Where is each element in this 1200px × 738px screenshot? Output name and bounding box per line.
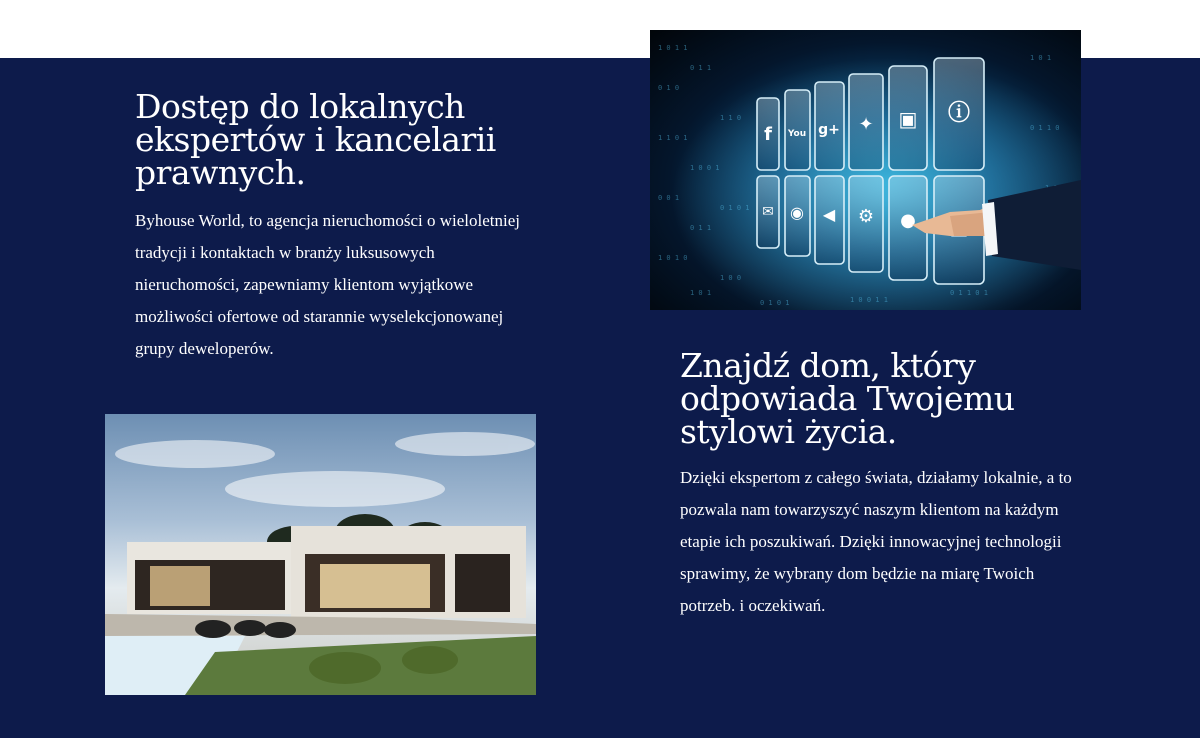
svg-text:ⓘ: ⓘ [947,101,971,126]
section-2-body: Dzięki ekspertom z całego świata, działamy lokalnie, a to pozwala nam towarzyszyć naszym klientom na każdym etapie ich poszukiwań. Dzięki innowacyjnej technologii sprawimy, że wybrany dom będzie na miarę Twoich potrzeb. i oczekiwań. [680,468,1072,615]
svg-text:1 0 1: 1 0 1 [690,289,712,297]
svg-text:0 1 0 1: 0 1 0 1 [720,204,750,212]
svg-text:0 1 1: 0 1 1 [690,64,712,72]
modern-house-image [105,414,536,695]
svg-text:✉: ✉ [762,204,774,220]
svg-text:1 0 0 1 1: 1 0 0 1 1 [850,296,888,304]
svg-text:◀: ◀ [822,205,836,224]
technology-image [650,30,1081,310]
svg-text:1 0 0 1: 1 0 0 1 [690,164,720,172]
svg-text:1 0 1: 1 0 1 [1030,54,1052,62]
svg-text:f: f [764,124,772,145]
svg-text:0 1 0: 0 1 0 [658,84,680,92]
section-2-heading: Znajdź dom, który odpowiada Twojemu stylowi życia. [680,346,1015,451]
svg-text:▣: ▣ [898,107,918,131]
svg-text:●: ● [900,210,916,231]
svg-text:0 1 0 1: 0 1 0 1 [760,299,790,307]
svg-text:0 1 1 0 1: 0 1 1 0 1 [950,289,988,297]
svg-text:0 1 1: 0 1 1 [690,224,712,232]
svg-text:1 0 0: 1 0 0 [720,274,742,282]
svg-text:You: You [787,129,807,139]
svg-text:1 1 0: 1 1 0 [720,114,742,122]
svg-text:◉: ◉ [790,203,804,222]
svg-text:0 1 1 0: 0 1 1 0 [1030,124,1060,132]
section-1-heading: Dostęp do lokalnych ekspertów i kancelarii prawnych. [135,87,496,192]
svg-text:g+: g+ [818,122,840,138]
svg-text:1 1 0 1: 1 1 0 1 [658,134,688,142]
svg-text:✦: ✦ [858,114,874,135]
svg-text:1 0 1 1: 1 0 1 1 [658,44,688,52]
section-1-body: Byhouse World, to agencja nieruchomości o wieloletniej tradycji i kontaktach w branży luksusowych nieruchomości, zapewniamy klientom wyjątkowe możliwości ofertowe od starannie wyselekcjonowanej grupy deweloperów. [135,211,520,358]
svg-text:1 0 1 0: 1 0 1 0 [658,254,688,262]
svg-text:0 0 1: 0 0 1 [658,194,680,202]
svg-text:⚙: ⚙ [857,206,875,227]
